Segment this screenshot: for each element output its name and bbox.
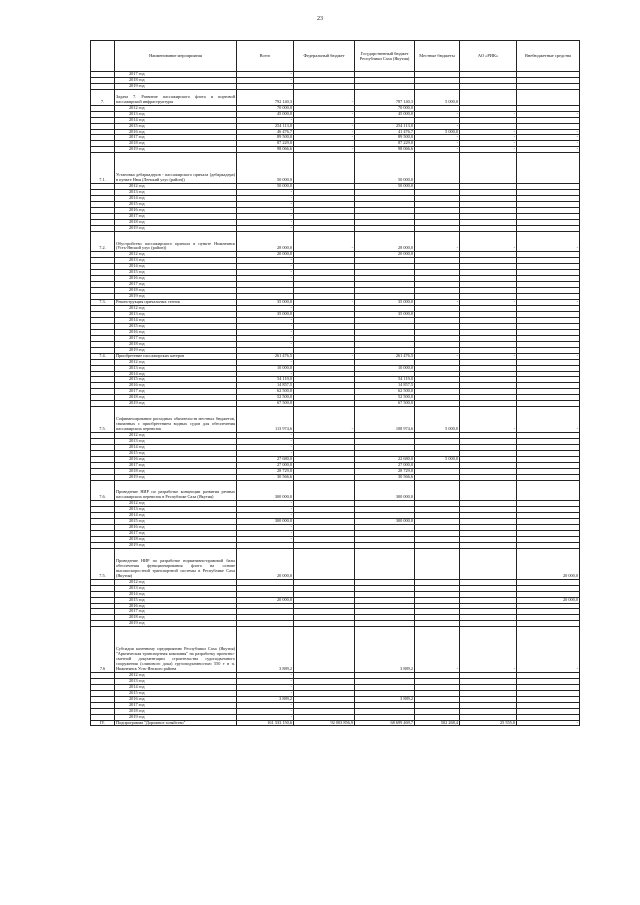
row-rik: - xyxy=(460,135,517,141)
row-name: 2019 год xyxy=(115,225,237,231)
row-name: 2015 год xyxy=(115,519,237,525)
row-name: 2016 год xyxy=(115,603,237,609)
row-total: - xyxy=(237,207,294,213)
row-total: - xyxy=(237,329,294,335)
row-regional: 10 000,0 xyxy=(355,365,415,371)
row-rik xyxy=(460,480,517,501)
row-federal xyxy=(294,153,355,184)
row-name: 2013 год xyxy=(115,311,237,317)
row-total: 300 000,0 xyxy=(237,519,294,525)
row-local: - xyxy=(415,300,460,306)
row-name: 2018 год xyxy=(115,77,237,83)
row-name: 2016 год xyxy=(115,456,237,462)
row-number: 7.5. xyxy=(91,549,115,580)
row-local: 5 000,0 xyxy=(415,89,460,105)
row-total: 62 500,0 xyxy=(237,389,294,395)
row-total: 28 000,0 xyxy=(237,231,294,252)
row-total: - xyxy=(237,219,294,225)
row-name: 2015 год xyxy=(115,123,237,129)
row-offbudget: - xyxy=(517,300,580,306)
row-number: 7.3. xyxy=(91,300,115,306)
row-name: 2013 год xyxy=(115,189,237,195)
row-name: 2017 год xyxy=(115,282,237,288)
row-name: 2013 год xyxy=(115,585,237,591)
row-total: - xyxy=(237,501,294,507)
row-number: 7.5. xyxy=(91,407,115,433)
row-offbudget xyxy=(517,153,580,184)
row-local xyxy=(415,480,460,501)
row-local: - xyxy=(415,123,460,129)
row-total: - xyxy=(237,537,294,543)
row-local: - xyxy=(415,231,460,252)
row-name: 2019 год xyxy=(115,543,237,549)
row-total: - xyxy=(237,189,294,195)
row-total: - xyxy=(237,432,294,438)
row-name: 2016 год xyxy=(115,696,237,702)
row-total: 54 119,0 xyxy=(237,377,294,383)
row-total: 20 000,0 xyxy=(237,549,294,580)
row-rik xyxy=(460,153,517,184)
table-row-item xyxy=(91,153,580,184)
row-total: - xyxy=(237,531,294,537)
row-regional: 14 857,5 xyxy=(355,383,415,389)
table-body xyxy=(91,72,580,726)
row-regional: 20 000,0 xyxy=(355,252,415,258)
table-row-item xyxy=(91,89,580,105)
row-regional: 28 729,0 xyxy=(355,468,415,474)
row-name: 2019 год xyxy=(115,294,237,300)
row-regional: 41 476,7 xyxy=(355,129,415,135)
table-row-item xyxy=(91,407,580,433)
row-name: 2017 год xyxy=(115,135,237,141)
row-offbudget: - xyxy=(517,353,580,359)
row-name: 2017 год xyxy=(115,335,237,341)
budget-table xyxy=(90,40,580,726)
row-name: 2014 год xyxy=(115,195,237,201)
row-name: 2017 год xyxy=(115,702,237,708)
row-name: 2014 год xyxy=(115,117,237,123)
row-name: Софинансирование расходных обязательств местных бюджетов, связанных с приобретением водных судов для обеспечения пассажирских перевозок xyxy=(115,407,237,433)
row-name: 2016 год xyxy=(115,276,237,282)
row-total: 27 680,0 xyxy=(237,456,294,462)
row-local: - xyxy=(415,147,460,153)
row-offbudget: - xyxy=(517,147,580,153)
row-rik: - xyxy=(460,353,517,359)
row-name: 2016 год xyxy=(115,207,237,213)
row-name: 2012 год xyxy=(115,579,237,585)
row-regional: 35 000,0 xyxy=(355,300,415,306)
row-total: 792 140,3 xyxy=(237,89,294,105)
row-name: 2013 год xyxy=(115,678,237,684)
row-total: - xyxy=(237,450,294,456)
row-regional: 54 119,0 xyxy=(355,377,415,383)
row-number: 7.2. xyxy=(91,231,115,252)
row-offbudget: - xyxy=(517,231,580,252)
row-name: 2015 год xyxy=(115,270,237,276)
row-name: 2012 год xyxy=(115,252,237,258)
row-local: - xyxy=(415,135,460,141)
row-name: Приобретение пассажирских катеров xyxy=(115,353,237,359)
row-total: - xyxy=(237,708,294,714)
header-regional: Государственный бюджет Республики Саха (Якутия) xyxy=(355,41,415,72)
row-rik: 25 555,0 xyxy=(460,720,517,726)
row-name: 2019 год xyxy=(115,621,237,627)
row-regional: 22 680,0 xyxy=(355,456,415,462)
row-total: - xyxy=(237,371,294,377)
row-name: Подпрограмма "Дорожное хозяйство" xyxy=(115,720,237,726)
row-total: 70 000,0 xyxy=(237,105,294,111)
row-name: 2015 год xyxy=(115,323,237,329)
row-rik: - xyxy=(460,231,517,252)
row-federal xyxy=(294,549,355,580)
row-federal: - xyxy=(294,353,355,359)
row-rik: - xyxy=(460,141,517,147)
row-regional: 87 229,0 xyxy=(355,141,415,147)
row-regional: 30 566,6 xyxy=(355,474,415,480)
row-total: - xyxy=(237,359,294,365)
row-total: 3 889,2 xyxy=(237,627,294,673)
row-total: - xyxy=(237,513,294,519)
row-name: 2018 год xyxy=(115,708,237,714)
row-name: Проведение НИР по разработке нормативно-правовой базы обеспечения функционирования флота на основе высокоскоростной транспортной системы в Республике Саха (Якутия) xyxy=(115,549,237,580)
row-total: - xyxy=(237,201,294,207)
row-name: 2014 год xyxy=(115,684,237,690)
row-name: 2017 год xyxy=(115,72,237,78)
row-federal: - xyxy=(294,123,355,129)
row-total: - xyxy=(237,690,294,696)
header-federal: Федеральный бюджет xyxy=(294,41,355,72)
row-name: 2018 год xyxy=(115,341,237,347)
row-total: 3 889,2 xyxy=(237,696,294,702)
row-offbudget: - xyxy=(517,720,580,726)
row-name: 2018 год xyxy=(115,395,237,401)
row-federal: - xyxy=(294,300,355,306)
row-local: 5 000,0 xyxy=(415,456,460,462)
row-name: 2013 год xyxy=(115,365,237,371)
row-offbudget: - xyxy=(517,111,580,117)
row-name: Реконструкция причальных стенок xyxy=(115,300,237,306)
row-regional: 35 000,0 xyxy=(355,311,415,317)
row-total: 27 000,0 xyxy=(237,462,294,468)
row-number: 7.1. xyxy=(91,153,115,184)
row-name: Обустройство пассажирского причала в пункте Нижнеянск (Усть-Янский улус (район)) xyxy=(115,231,237,252)
row-total: 67 500,0 xyxy=(237,401,294,407)
row-federal: - xyxy=(294,147,355,153)
row-local: 5 000,0 xyxy=(415,407,460,433)
row-regional: 3 889,2 xyxy=(355,696,415,702)
row-name: 2018 год xyxy=(115,537,237,543)
row-total: 161 333 150,6 xyxy=(237,720,294,726)
row-total: 300 000,0 xyxy=(237,480,294,501)
row-name: 2015 год xyxy=(115,201,237,207)
row-total: 35 000,0 xyxy=(237,300,294,306)
row-regional: 261 476,5 xyxy=(355,353,415,359)
row-name: 2014 год xyxy=(115,371,237,377)
row-total: - xyxy=(237,438,294,444)
row-total: - xyxy=(237,684,294,690)
row-total: 46 476,7 xyxy=(237,129,294,135)
row-total: - xyxy=(237,258,294,264)
row-name: 2017 год xyxy=(115,531,237,537)
row-regional: 70 000,0 xyxy=(355,105,415,111)
row-name: 2014 год xyxy=(115,513,237,519)
row-name: 2018 год xyxy=(115,615,237,621)
row-rik: - xyxy=(460,300,517,306)
row-name: 2018 год xyxy=(115,288,237,294)
row-regional: 300 000,0 xyxy=(355,519,415,525)
row-regional: 89 500,0 xyxy=(355,135,415,141)
row-total: - xyxy=(237,507,294,513)
row-total: - xyxy=(237,335,294,341)
row-total: - xyxy=(237,264,294,270)
row-total: - xyxy=(237,72,294,78)
header-number xyxy=(91,41,115,72)
row-name: 2014 год xyxy=(115,591,237,597)
row-number: 7.6 xyxy=(91,627,115,673)
row-local: - xyxy=(415,111,460,117)
table-header-row xyxy=(91,41,580,72)
row-federal: - xyxy=(294,129,355,135)
row-name: 2018 год xyxy=(115,468,237,474)
header-local: Местные бюджеты xyxy=(415,41,460,72)
row-number: 7.6. xyxy=(91,480,115,501)
row-name: 2013 год xyxy=(115,507,237,513)
row-name: 2013 год xyxy=(115,258,237,264)
row-offbudget: - xyxy=(517,627,580,673)
row-regional: 300 000,0 xyxy=(355,480,415,501)
row-number: 7.4. xyxy=(91,353,115,359)
row-name: 2012 год xyxy=(115,432,237,438)
row-name: 2019 год xyxy=(115,83,237,89)
row-total: 10 000,0 xyxy=(237,365,294,371)
row-local: 502 268,4 xyxy=(415,720,460,726)
row-total: - xyxy=(237,714,294,720)
row-rik: - xyxy=(460,147,517,153)
row-total: - xyxy=(237,77,294,83)
row-name: 2019 год xyxy=(115,401,237,407)
row-total: - xyxy=(237,444,294,450)
row-local: - xyxy=(415,141,460,147)
row-local xyxy=(415,549,460,580)
row-total: 30 566,6 xyxy=(237,474,294,480)
row-total: - xyxy=(237,525,294,531)
row-total: 98 066,6 xyxy=(237,147,294,153)
row-offbudget: - xyxy=(517,407,580,433)
row-rik: - xyxy=(460,129,517,135)
row-federal: - xyxy=(294,89,355,105)
row-name: 2016 год xyxy=(115,525,237,531)
row-rik xyxy=(460,549,517,580)
row-name: 2019 год xyxy=(115,347,237,353)
row-name: 2016 год xyxy=(115,329,237,335)
row-total: - xyxy=(237,195,294,201)
row-total: - xyxy=(237,323,294,329)
row-federal: 92 003 856,9 xyxy=(294,720,355,726)
row-regional: 68 699 469,7 xyxy=(355,720,415,726)
row-name: 2019 год xyxy=(115,714,237,720)
row-total: 20 000,0 xyxy=(237,252,294,258)
row-regional: 28 000,0 xyxy=(355,231,415,252)
row-name: Задача 7. Развитие пассажирского флота и портовой пассажирской инфраструктуры xyxy=(115,89,237,105)
row-name: 2015 год xyxy=(115,690,237,696)
row-regional: 67 500,0 xyxy=(355,401,415,407)
row-total: - xyxy=(237,270,294,276)
row-name: 2012 год xyxy=(115,501,237,507)
header-offbudget: Внебюджетные средства xyxy=(517,41,580,72)
row-number: 7. xyxy=(91,89,115,105)
row-local xyxy=(415,153,460,184)
row-total: 20 000,0 xyxy=(237,597,294,603)
row-name: 2019 год xyxy=(115,474,237,480)
row-regional: 108 974,6 xyxy=(355,407,415,433)
row-name: 2018 год xyxy=(115,141,237,147)
row-rik: - xyxy=(460,407,517,433)
row-total: - xyxy=(237,276,294,282)
row-total: - xyxy=(237,678,294,684)
row-federal xyxy=(294,627,355,673)
row-name: 2017 год xyxy=(115,389,237,395)
row-name: 2012 год xyxy=(115,359,237,365)
header-rik: АО «РИК» xyxy=(460,41,517,72)
header-total: Всего xyxy=(237,41,294,72)
row-name: 2014 год xyxy=(115,444,237,450)
row-total: 50 000,0 xyxy=(237,184,294,190)
row-federal: - xyxy=(294,111,355,117)
row-name: 2016 год xyxy=(115,129,237,135)
row-name: Проведение НИР по разработке концепции развития речных пассажирских перевозок в Республике Саха (Якутия) xyxy=(115,480,237,501)
row-total: - xyxy=(237,306,294,312)
row-total: 113 974,6 xyxy=(237,407,294,433)
row-total: 50 000,0 xyxy=(237,153,294,184)
row-total: - xyxy=(237,672,294,678)
row-name: 2013 год xyxy=(115,111,237,117)
row-offbudget: 20 000,0 xyxy=(517,597,580,603)
header-name: Наименование мероприятия xyxy=(115,41,237,72)
table-row-item xyxy=(91,549,580,580)
row-name: 2019 год xyxy=(115,147,237,153)
row-name: 2018 год xyxy=(115,219,237,225)
row-number: IV. xyxy=(91,720,115,726)
row-total: - xyxy=(237,317,294,323)
row-name: 2014 год xyxy=(115,264,237,270)
row-offbudget: - xyxy=(517,129,580,135)
row-rik xyxy=(460,89,517,105)
row-regional: 254 113,0 xyxy=(355,123,415,129)
row-offbudget xyxy=(517,480,580,501)
page-number: 23 xyxy=(317,16,323,22)
row-local: - xyxy=(415,627,460,673)
row-regional: 62 500,0 xyxy=(355,389,415,395)
row-federal xyxy=(294,480,355,501)
row-regional: 3 889,2 xyxy=(355,627,415,673)
row-offbudget: 20 000,0 xyxy=(517,549,580,580)
row-local: - xyxy=(415,353,460,359)
row-regional: 787 140,3 xyxy=(355,89,415,105)
table-row-item xyxy=(91,720,580,726)
row-regional: 98 066,6 xyxy=(355,147,415,153)
row-name: 2012 год xyxy=(115,306,237,312)
row-offbudget: - xyxy=(517,141,580,147)
row-regional: 27 000,0 xyxy=(355,462,415,468)
row-total: - xyxy=(237,341,294,347)
row-federal: - xyxy=(294,407,355,433)
row-total: - xyxy=(237,83,294,89)
row-total: - xyxy=(237,213,294,219)
row-name: 2012 год xyxy=(115,184,237,190)
row-regional: 50 000,0 xyxy=(355,184,415,190)
row-rik: - xyxy=(460,627,517,673)
row-name: 2012 год xyxy=(115,105,237,111)
table-row-item xyxy=(91,627,580,673)
row-name: 2015 год xyxy=(115,450,237,456)
table-row-item xyxy=(91,480,580,501)
row-total: 35 000,0 xyxy=(237,311,294,317)
row-name: Установка дебаркадеров - пассажирского причала (дебаркадера) в пункте Нюя (Ленский улус (район)) xyxy=(115,153,237,184)
row-regional: 50 000,0 xyxy=(355,153,415,184)
row-name: 2015 год xyxy=(115,377,237,383)
row-total: - xyxy=(237,225,294,231)
row-name: 2017 год xyxy=(115,462,237,468)
row-total: 89 500,0 xyxy=(237,135,294,141)
row-regional: 45 000,0 xyxy=(355,111,415,117)
row-total: - xyxy=(237,702,294,708)
row-total: 254 113,0 xyxy=(237,123,294,129)
row-total: - xyxy=(237,117,294,123)
row-rik: - xyxy=(460,111,517,117)
table-row-item xyxy=(91,231,580,252)
row-federal: - xyxy=(294,231,355,252)
row-federal: - xyxy=(294,135,355,141)
row-regional: 52 500,0 xyxy=(355,395,415,401)
row-offbudget: - xyxy=(517,135,580,141)
row-name: Субсидия казенному предприятию Республики Саха (Якутия) "Арктическая транспортная компания" на разработку проектно-сметной документации строительства судоподъемного сооружения (слипового дока) грузоподъемностью 550 т в п. Нижнеянск Усть-Янского района xyxy=(115,627,237,673)
row-name: 2014 год xyxy=(115,317,237,323)
row-total: 45 000,0 xyxy=(237,111,294,117)
row-total: 14 857,5 xyxy=(237,383,294,389)
row-name: 2017 год xyxy=(115,213,237,219)
row-name: 2016 год xyxy=(115,383,237,389)
row-name: 2017 год xyxy=(115,609,237,615)
row-name: 2015 год xyxy=(115,597,237,603)
row-name: 2013 год xyxy=(115,438,237,444)
row-total: 52 500,0 xyxy=(237,395,294,401)
row-regional xyxy=(355,549,415,580)
row-total: 28 729,0 xyxy=(237,468,294,474)
row-offbudget xyxy=(517,89,580,105)
row-total: 87 229,0 xyxy=(237,141,294,147)
row-name: 2012 год xyxy=(115,672,237,678)
row-local: 5 000,0 xyxy=(415,129,460,135)
row-total: 261 476,5 xyxy=(237,353,294,359)
